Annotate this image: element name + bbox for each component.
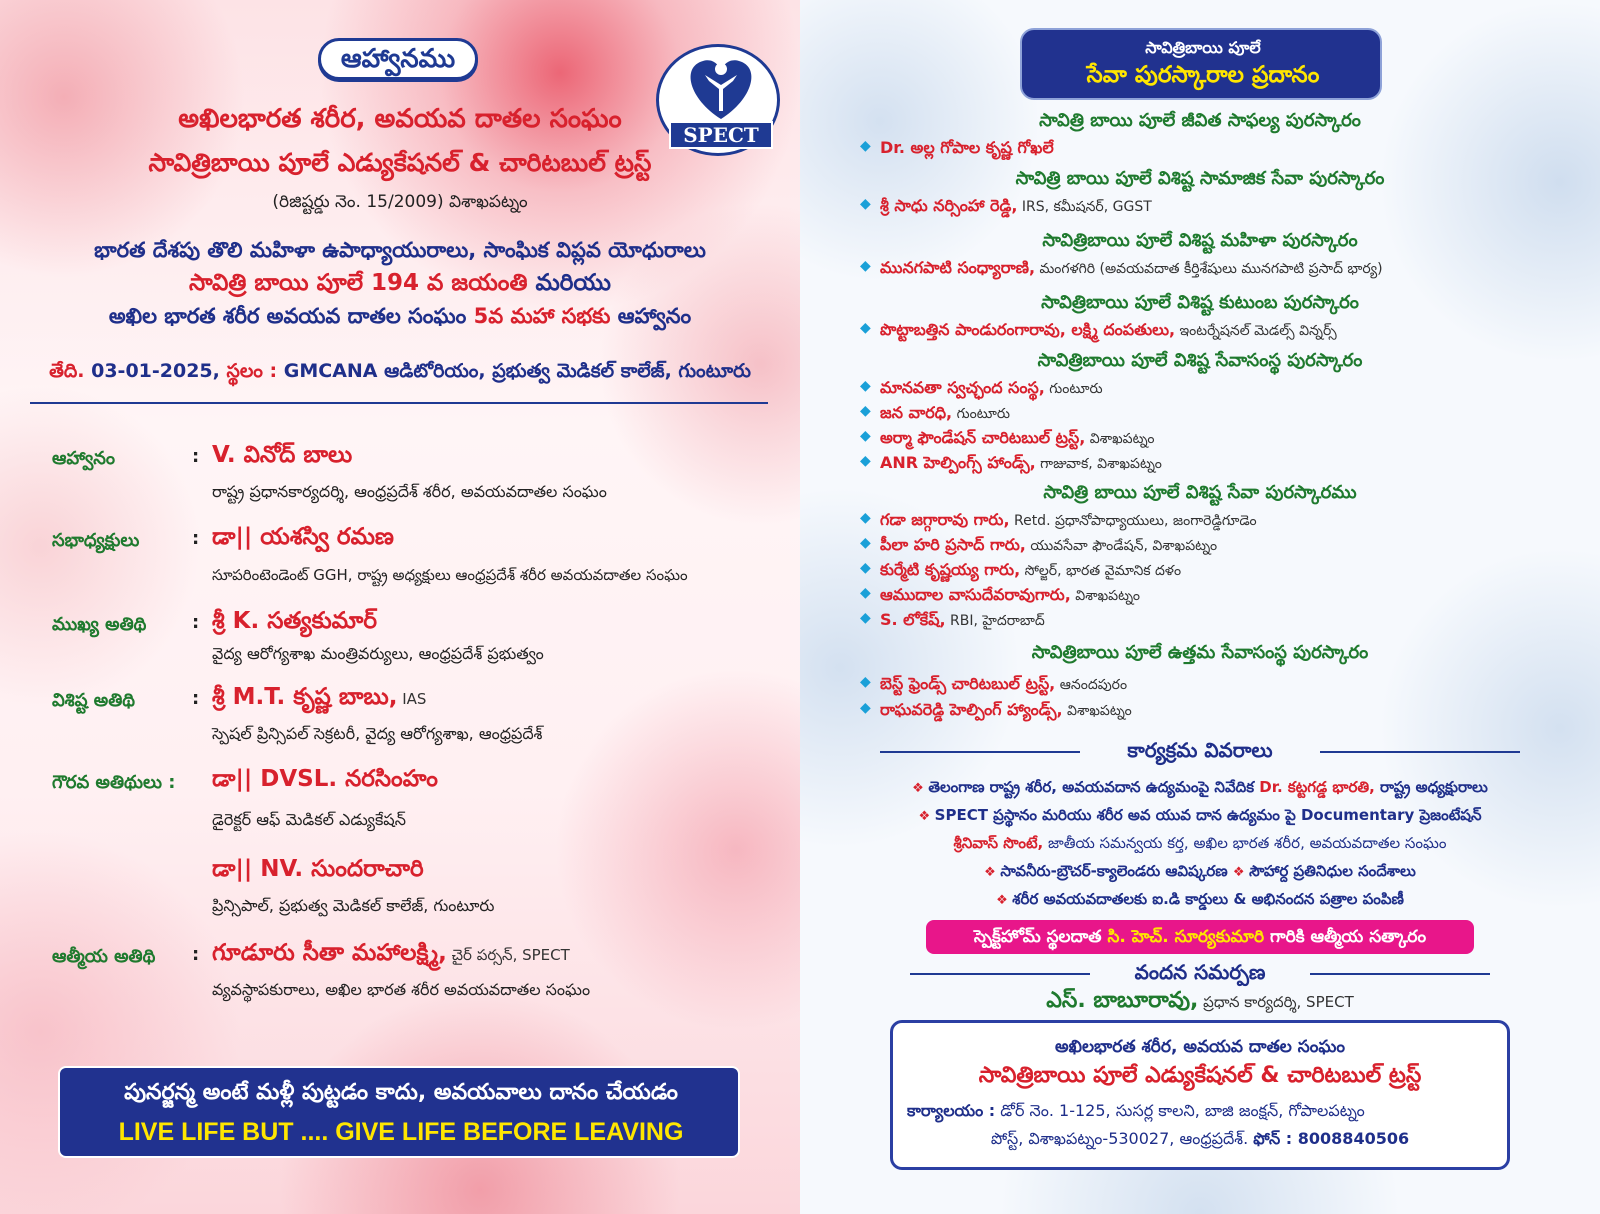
guest-name bbox=[212, 524, 394, 556]
star-bullet-icon: ❖ bbox=[1232, 865, 1250, 880]
program-item bbox=[800, 778, 1600, 800]
awards-header bbox=[1020, 28, 1382, 100]
program-text: SPECT ప్రస్థానం మరియు శరీర అవ యువ దాన ఉద్యమం పై Documentary ప్రెజంటేషన్ bbox=[934, 806, 1482, 824]
awardee-desc: Retd. ప్రధానోపాధ్యాయులు, జంగారెడ్డిగూడెం bbox=[1009, 513, 1257, 529]
guest-name bbox=[212, 940, 570, 972]
diamond-bullet-icon: ◆ bbox=[860, 674, 871, 690]
awardee-desc: మంగళగిరి (అవయవదాత కీర్తిశేషులు మునగపాటి ప్రసాద్ భార్య) bbox=[1035, 261, 1383, 277]
awardee-name: రాఘవరెడ్డి హెల్పింగ్ హ్యాండ్స్, bbox=[880, 700, 1063, 719]
award-item bbox=[860, 428, 1155, 451]
org-name-line2: సావిత్రిబాయి పూలే ఎడ్యుకేషనల్ & చారిటబుల్ ట్రస్ట్ bbox=[148, 148, 652, 177]
guest-desc: వైద్య ఆరోగ్యశాఖ మంత్రివర్యులు, ఆంధ్రప్రదేశ్ ప్రభుత్వం bbox=[212, 644, 544, 663]
address-box bbox=[890, 1020, 1510, 1170]
star-bullet-icon: ❖ bbox=[918, 809, 935, 824]
award-item bbox=[860, 196, 1152, 219]
star-bullet-icon: ❖ bbox=[912, 781, 929, 796]
awardee-name: ANR హెల్పింగ్స్ హాండ్స్, bbox=[880, 453, 1036, 472]
award-category: సావిత్రి బాయి పూలే విశిష్ట సేవా పురస్కారము bbox=[1043, 482, 1357, 503]
awardee-desc: విశాఖపట్నం bbox=[1062, 703, 1132, 719]
guest-name-text: శ్రీ M.T. కృష్ణ బాబు, bbox=[212, 684, 398, 710]
thanks-line bbox=[800, 988, 1600, 1018]
award-item bbox=[860, 610, 1045, 633]
felicitation-name: సి. హెచ్. సూర్యకుమారి bbox=[1107, 927, 1265, 947]
guest-role: ఆహ్వానం bbox=[52, 448, 115, 469]
program-item bbox=[800, 890, 1600, 912]
registration-number: (రిజిష్టర్డు నెం. 15/2009) విశాఖపట్నం bbox=[272, 192, 528, 212]
awardee-name: అర్మా ఫౌండేషన్ చారిటబుల్ ట్రస్ట్, bbox=[880, 428, 1086, 447]
diamond-bullet-icon: ◆ bbox=[860, 403, 871, 419]
guest-role: ఆత్మీయ అతిథి bbox=[52, 946, 156, 967]
award-item bbox=[860, 403, 1011, 426]
slogan-english: LIVE LIFE BUT .... GIVE LIFE BEFORE LEAVING bbox=[118, 1118, 684, 1146]
guest-name bbox=[212, 442, 352, 474]
address-text: డోర్ నెం. 1-125, సుసర్ల కాలని, బాజి జంక్షన్, గోపాలపట్నం bbox=[995, 1101, 1365, 1120]
awardee-name: పీలా హరి ప్రసాద్ గారు, bbox=[880, 535, 1026, 554]
guest-name bbox=[212, 608, 377, 640]
diamond-bullet-icon: ◆ bbox=[860, 700, 871, 716]
awardee-name: మునగపాటి సంధ్యారాణి, bbox=[880, 258, 1036, 277]
awardee-desc: సోల్జర్, భారత వైమానిక దళం bbox=[1020, 563, 1182, 579]
program-text: రాష్ట్ర అధ్యక్షురాలు bbox=[1374, 778, 1488, 796]
colon: : bbox=[192, 612, 200, 633]
award-category: సావిత్రిబాయి పూలే విశిష్ట మహిళా పురస్కారం bbox=[1042, 230, 1358, 251]
guest-name-text: డా|| DVSL. నరసింహం bbox=[212, 766, 438, 792]
address-line1 bbox=[907, 1101, 1497, 1124]
thanks-heading bbox=[880, 960, 1520, 988]
date-value: 03-01-2025, bbox=[84, 360, 227, 382]
program-text: జాతీయ సమన్వయ కర్త, అఖిల భారత శరీర, అవయవదాతల సంఘం bbox=[1043, 834, 1447, 852]
thanks-name: ఎస్. బాబూరావు, bbox=[1046, 988, 1199, 1013]
phone-number: 8008840506 bbox=[1292, 1129, 1410, 1148]
guest-suffix: IAS bbox=[397, 690, 427, 708]
felicitation-banner bbox=[926, 920, 1474, 954]
awardee-desc: RBI, హైదరాబాద్ bbox=[945, 613, 1045, 629]
diamond-bullet-icon: ◆ bbox=[860, 610, 871, 626]
diamond-bullet-icon: ◆ bbox=[860, 196, 871, 212]
awardee-name: S. లోకేష్, bbox=[880, 610, 946, 629]
guest-name bbox=[212, 684, 426, 716]
logo-text: SPECT bbox=[669, 121, 773, 149]
awardee-desc: యువసేవా ఫౌండేషన్, విశాఖపట్నం bbox=[1025, 538, 1218, 554]
guest-role: ముఖ్య అతిథి bbox=[52, 614, 147, 635]
office-label: కార్యాలయం : bbox=[907, 1101, 996, 1120]
award-item bbox=[860, 535, 1218, 558]
awardee-name: పొట్టాబత్తిన పాండురంగారావు, లక్ష్మి దంపతులు, bbox=[880, 320, 1176, 339]
colon: : bbox=[192, 528, 200, 549]
diamond-bullet-icon: ◆ bbox=[860, 535, 871, 551]
award-item bbox=[860, 258, 1383, 281]
award-category: సావిత్రిబాయి పూలే విశిష్ట కుటుంబ పురస్కారం bbox=[1041, 292, 1359, 313]
star-bullet-icon: ❖ bbox=[996, 893, 1013, 908]
guest-name-text: V. వినోద్ బాలు bbox=[212, 442, 353, 468]
date-label: తేది. bbox=[49, 360, 85, 382]
venue-value: GMCANA ఆడిటోరియం, ప్రభుత్వ మెడికల్ కాలేజ్, గుంటూరు bbox=[277, 360, 751, 382]
program-text: సౌహార్ద ప్రతినిధుల సందేశాలు bbox=[1249, 862, 1416, 880]
guest-name-text: డా|| NV. సుందరాచారి bbox=[212, 856, 424, 882]
program-text: తెలంగాణ రాష్ట్ర శరీర, అవయవదాన ఉద్యమంపై నివేదిక bbox=[928, 778, 1260, 796]
guest-desc: సూపరింటెండెంట్ GGH, రాష్ట్ర అధ్యక్షులు ఆంధ్రప్రదేశ్ శరీర అవయవదాతల సంఘం bbox=[212, 566, 688, 584]
awardee-desc: విశాఖపట్నం bbox=[1085, 431, 1155, 447]
jayanthi-text: సావిత్రి బాయి పూలే 194 వ జయంతి bbox=[189, 270, 528, 296]
awardee-desc: గాజువాక, విశాఖపట్నం bbox=[1035, 456, 1162, 472]
thanks-desc: ప్రధాన కార్యదర్శి, SPECT bbox=[1198, 993, 1354, 1011]
guest-name-text: గూడూరు సీతా మహాలక్ష్మి, bbox=[212, 940, 447, 966]
diamond-bullet-icon: ◆ bbox=[860, 378, 871, 394]
guest-suffix: చైర్ పర్సన్, SPECT bbox=[446, 946, 570, 964]
awardee-desc: గుంటూరు bbox=[1044, 381, 1103, 397]
thanks-title: వందన సమర్పణ bbox=[1134, 960, 1266, 984]
award-category: సావిత్రిబాయి పూలే ఉత్తమ సేవాసంస్థ పురస్కారం bbox=[1031, 642, 1369, 663]
award-item bbox=[860, 453, 1162, 476]
diamond-bullet-icon: ◆ bbox=[860, 453, 871, 469]
awards-header-small: సావిత్రిబాయి పూలే bbox=[1145, 38, 1261, 57]
awardee-desc: ఇంటర్నేషనల్ మెడల్స్ విన్నర్స్ bbox=[1175, 323, 1337, 339]
awardee-name: ఆముదాల వాసుదేవరావుగారు, bbox=[880, 585, 1071, 604]
felicitation-text: స్పెక్ట్‌హోమ్ స్థలదాత bbox=[973, 927, 1108, 947]
felicitation-text: గారికి ఆత్మీయ సత్కారం bbox=[1264, 927, 1427, 947]
award-item bbox=[860, 560, 1182, 583]
phone-label: ఫోన్ : bbox=[1253, 1129, 1293, 1148]
date-venue-line bbox=[0, 360, 800, 387]
guest-desc: రాష్ట్ర ప్రధానకార్యదర్శి, ఆంధ్రప్రదేశ్ శరీర, అవయవదాతల సంఘం bbox=[212, 482, 607, 501]
award-category: సావిత్రిబాయి పూలే విశిష్ట సేవాసంస్థ పురస్కారం bbox=[1037, 350, 1363, 371]
maha-sabha-text: 5వ మహా సభకు bbox=[473, 304, 611, 328]
program-item bbox=[800, 862, 1600, 884]
guest-desc: ప్రిన్సిపాల్, ప్రభుత్వ మెడికల్ కాలేజ్, గుంటూరు bbox=[212, 896, 495, 915]
colon: : bbox=[192, 944, 200, 965]
awards-right-panel bbox=[800, 0, 1600, 1214]
guest-role: గౌరవ అతిథులు : bbox=[52, 772, 176, 793]
event-line3-head: అఖిల భారత శరీర అవయవ దాతల సంఘం bbox=[108, 304, 474, 328]
guest-desc: డైరెక్టర్ ఆఫ్ మెడికల్ ఎడ్యుకేషన్ bbox=[212, 810, 406, 829]
program-name: శ్రీనివాస్ సొంటే, bbox=[953, 834, 1044, 852]
awardee-name: మానవతా స్వచ్ఛంద సంస్థ, bbox=[880, 378, 1045, 397]
address-org-line1: అఖిలభారత శరీర, అవయవ దాతల సంఘం bbox=[1055, 1037, 1345, 1057]
awardee-name: శ్రీ సాధు నర్సింహా రెడ్డి, bbox=[880, 196, 1018, 215]
guest-role: సభాధ్యక్షులు bbox=[52, 530, 140, 551]
diamond-bullet-icon: ◆ bbox=[860, 510, 871, 526]
program-item bbox=[800, 834, 1600, 856]
awardee-desc: గుంటూరు bbox=[952, 406, 1011, 422]
program-heading bbox=[880, 738, 1520, 766]
org-name-line1: అఖిలభారత శరీర, అవయవ దాతల సంఘం bbox=[178, 104, 622, 134]
guest-desc: స్పెషల్ ప్రిన్సిపల్ సెక్రటరీ, వైద్య ఆరోగ్యశాఖ, ఆంధ్రప్రదేశ్ bbox=[212, 724, 543, 743]
awardee-desc: విశాఖపట్నం bbox=[1070, 588, 1141, 604]
diamond-bullet-icon: ◆ bbox=[860, 585, 871, 601]
event-line2-tail: మరియు bbox=[527, 270, 611, 296]
colon: : bbox=[192, 446, 200, 467]
awardee-name: బెస్ట్ ఫ్రెండ్స్ చారిటబుల్ ట్రస్ట్, bbox=[880, 674, 1056, 693]
diamond-bullet-icon: ◆ bbox=[860, 428, 871, 444]
awards-header-title: సేవా పురస్కారాల ప్రదానం bbox=[1086, 62, 1320, 88]
awardee-name: జన వారధి, bbox=[880, 403, 953, 422]
awardee-name: గడా జగ్గారావు గారు, bbox=[880, 510, 1010, 529]
guest-name-text: శ్రీ K. సత్యకుమార్ bbox=[212, 608, 378, 634]
guest-name-text: డా|| యశస్వి రమణ bbox=[212, 524, 394, 550]
program-text: సావనీరు-బ్రౌచర్-క్యాలెండరు ఆవిష్కరణ bbox=[1000, 862, 1228, 880]
address-line2 bbox=[893, 1129, 1507, 1152]
award-item bbox=[860, 674, 1128, 697]
award-item bbox=[860, 320, 1337, 343]
divider bbox=[30, 402, 768, 404]
award-item bbox=[860, 585, 1141, 608]
guest-role: విశిష్ట అతిథి bbox=[52, 690, 135, 711]
program-title: కార్యక్రమ వివరాలు bbox=[1127, 738, 1273, 762]
program-name: Dr. కట్టగడ్డ భారతి, bbox=[1259, 778, 1375, 796]
award-item bbox=[860, 700, 1132, 723]
diamond-bullet-icon: ◆ bbox=[860, 560, 871, 576]
colon: : bbox=[192, 688, 200, 709]
awardee-desc: IRS, కమీషనర్, GGST bbox=[1017, 199, 1152, 215]
guest-name bbox=[212, 856, 424, 888]
awardee-desc: ఆనందపురం bbox=[1055, 677, 1128, 693]
event-line1: భారత దేశపు తొలి మహిళా ఉపాధ్యాయురాలు, సాంఘిక విప్లవ యోధురాలు bbox=[94, 238, 706, 262]
program-text: శరీర అవయవదాతలకు ఐ.డి కార్డులు & అభినందన పత్రాల పంపిణీ bbox=[1012, 890, 1404, 908]
award-category: సావిత్రి బాయి పూలే జీవిత సాఫల్య పురస్కారం bbox=[1039, 110, 1361, 131]
address-org-line2: సావిత్రిబాయి పూలే ఎడ్యుకేషనల్ & చారిటబుల్ ట్రస్ట్ bbox=[978, 1063, 1422, 1088]
guest-desc: వ్యవస్థాపకురాలు, అఖిల భారత శరీర అవయవదాతల సంఘం bbox=[212, 980, 591, 999]
star-bullet-icon: ❖ bbox=[984, 865, 1001, 880]
award-item bbox=[860, 378, 1103, 401]
guest-name bbox=[212, 766, 438, 798]
award-item bbox=[860, 138, 1054, 161]
awardee-name: కుర్మేటి కృష్ణయ్య గారు, bbox=[880, 560, 1021, 579]
invitation-badge: ఆహ్వానము bbox=[318, 38, 478, 80]
award-item bbox=[860, 510, 1257, 533]
event-line3-tail: ఆహ్వానం bbox=[610, 304, 692, 328]
awardee-name: Dr. అల్ల గోపాల కృష్ణ గోఖలే bbox=[880, 138, 1054, 157]
diamond-bullet-icon: ◆ bbox=[860, 258, 871, 274]
address-text: పోస్ట్, విశాఖపట్నం-530027, ఆంధ్రప్రదేశ్. bbox=[990, 1129, 1254, 1148]
venue-label: స్థలం : bbox=[226, 360, 278, 382]
award-category: సావిత్రి బాయి పూలే విశిష్ట సామాజిక సేవా పురస్కారం bbox=[1015, 168, 1385, 189]
slogan-telugu: పునర్జన్మ అంటే మళ్లీ పుట్టడం కాదు, అవయవాలు దానం చేయడం bbox=[124, 1080, 678, 1105]
slogan-banner bbox=[58, 1066, 740, 1158]
diamond-bullet-icon: ◆ bbox=[860, 138, 871, 154]
diamond-bullet-icon: ◆ bbox=[860, 320, 871, 336]
event-line3 bbox=[0, 304, 800, 334]
event-line2 bbox=[0, 270, 800, 302]
program-item bbox=[800, 806, 1600, 828]
